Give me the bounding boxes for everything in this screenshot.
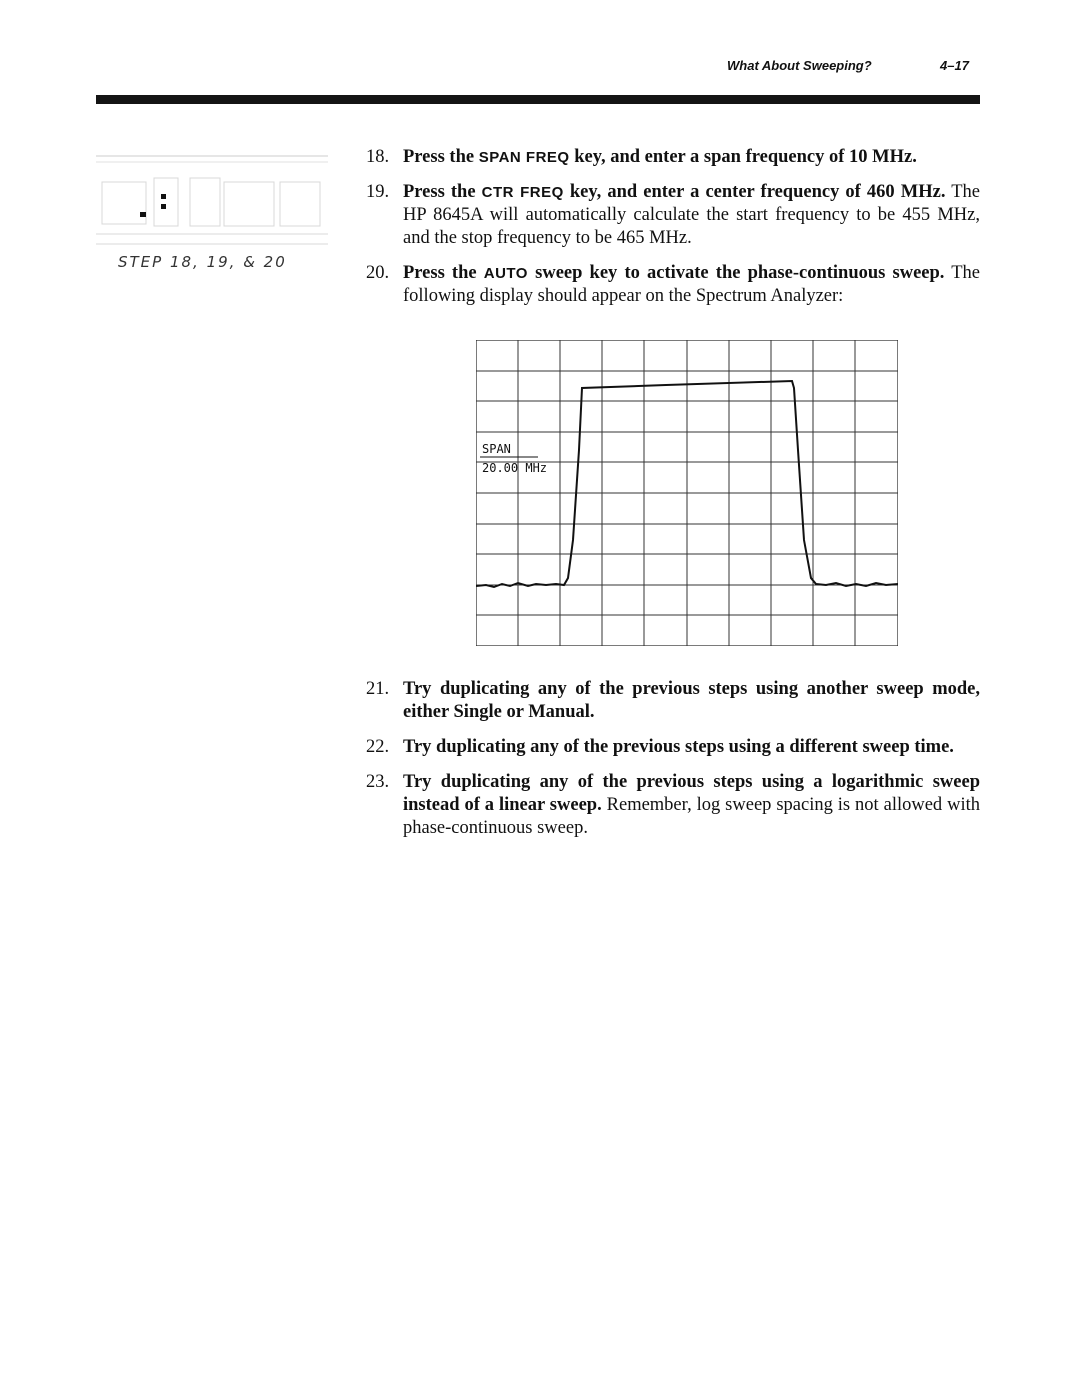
- step-number: 18.: [366, 147, 390, 167]
- step-number: 22.: [366, 737, 390, 757]
- step-22: 22. Try duplicating any of the previous steps using a different sweep time.: [366, 737, 954, 757]
- step-caption: STEP 18, 19, & 20: [118, 253, 287, 271]
- auto-key: AUTO: [483, 265, 528, 282]
- ctr-freq-key: CTR FREQ: [481, 184, 564, 201]
- step-23: 23. Try duplicating any of the previous steps using a logarithmic sweep instead of a linear sweep. Remember, log sweep spacing is not allowed with phase-continuous sweep.: [366, 772, 980, 838]
- page-header: [0, 58, 1080, 82]
- step-number: 20.: [366, 263, 390, 283]
- step-19: 19. Press the CTR FREQ key, and enter a center frequency of 460 MHz. The HP 8645A will automatically calculate the start frequency to be 455 MHz, and the stop frequency to be 465 MHz.: [366, 182, 980, 248]
- step-20: 20. Press the AUTO sweep key to activate the phase-continuous sweep. The following display should appear on the Spectrum Analyzer:: [366, 263, 980, 306]
- running-title: What About Sweeping?: [727, 58, 872, 73]
- analyzer-graticule: [476, 340, 898, 646]
- step-21: 21. Try duplicating any of the previous steps using another sweep mode, either Single or Manual.: [366, 679, 980, 722]
- step-number: 23.: [366, 772, 390, 792]
- front-panel-thumbnail: [96, 148, 328, 278]
- span-freq-key: SPAN FREQ: [478, 149, 570, 166]
- step-18: 18. Press the SPAN FREQ key, and enter a span frequency of 10 MHz.: [366, 147, 917, 167]
- front-panel-sketch: [96, 148, 328, 252]
- span-value: 20.00 MHz: [482, 461, 548, 475]
- span-label: SPAN: [482, 442, 511, 456]
- steps-18-20: [366, 146, 980, 320]
- header-rule: [96, 95, 980, 104]
- steps-21-23: [366, 678, 980, 852]
- step-number: 21.: [366, 679, 390, 699]
- step-number: 19.: [366, 182, 390, 202]
- page-number: 4–17: [940, 58, 969, 73]
- spectrum-analyzer-display: [476, 340, 898, 646]
